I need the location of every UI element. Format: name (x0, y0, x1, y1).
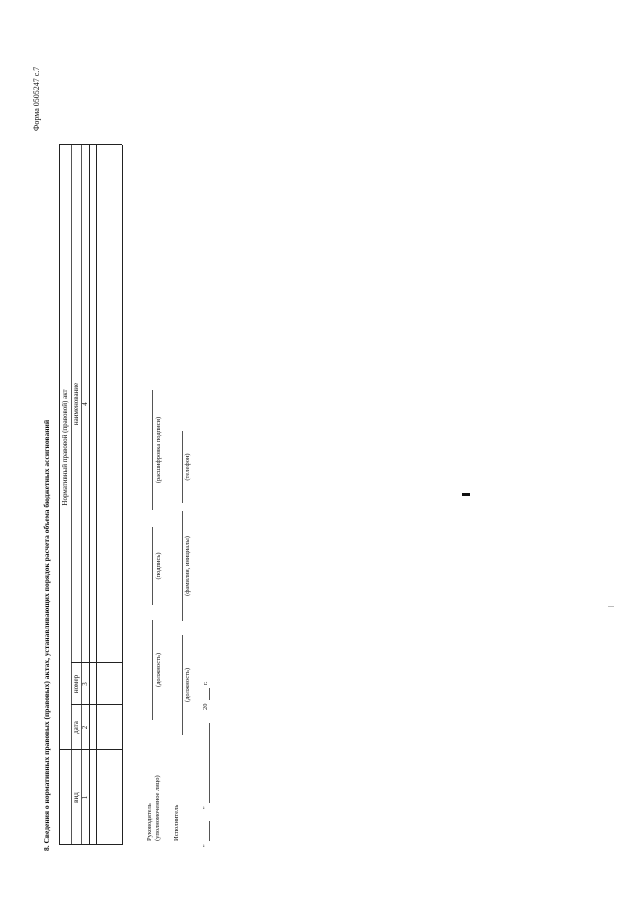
date-quote-open: " (202, 844, 209, 847)
head-decoding-caption: (расшифровка подписи) (155, 416, 162, 484)
group-header: Нормативный правовой (правовой) акт (61, 389, 69, 506)
table-bottom-border (122, 145, 123, 845)
executor-label: Исполнитель (173, 804, 180, 841)
col-header-date: дата (72, 721, 80, 734)
head-label: Руководитель (146, 803, 153, 841)
date-year-prefix: 20 (202, 703, 209, 710)
table-row-rule (96, 145, 97, 845)
scan-mark (462, 493, 470, 496)
head-signature-caption: (подпись) (155, 552, 162, 580)
date-month-line (209, 723, 210, 803)
section-title: 8. Сведения о нормативных правовых (правовых) актах, устанавливающих порядок расчета объема бюджетных ассигнований (42, 419, 51, 851)
head-label-sub: (уполномоченное лицо) (154, 775, 161, 841)
exec-position-caption: (должность) (184, 667, 191, 703)
table-numbers-rule (89, 145, 90, 845)
head-decoding-line (152, 390, 153, 510)
col-header-kind: вид (72, 792, 80, 803)
date-quote-close: " (202, 806, 209, 809)
form-code: Форма 0505247 с.7 (32, 66, 41, 131)
date-year-line (209, 688, 210, 700)
exec-name-line (182, 511, 183, 621)
exec-position-line (182, 635, 183, 735)
col-num-1: 1 (81, 795, 89, 800)
col-num-2: 2 (81, 725, 89, 730)
table-left-border (59, 844, 122, 845)
exec-name-caption: (фамилия, инициалы) (184, 536, 191, 596)
head-signature-line (152, 527, 153, 605)
col-num-4: 4 (81, 402, 89, 406)
table-top-border (59, 145, 60, 845)
head-position-line (152, 620, 153, 720)
col-num-3: 3 (81, 682, 89, 686)
col-header-name: наименование (72, 382, 80, 426)
exec-phone-caption: (телефон) (184, 453, 191, 481)
date-day-line (209, 821, 210, 841)
date-year-suffix: г. (202, 681, 209, 685)
exec-phone-line (182, 431, 183, 503)
col-header-number: номер (72, 674, 80, 694)
scan-dot (608, 606, 614, 607)
head-position-caption: (должность) (155, 652, 162, 688)
